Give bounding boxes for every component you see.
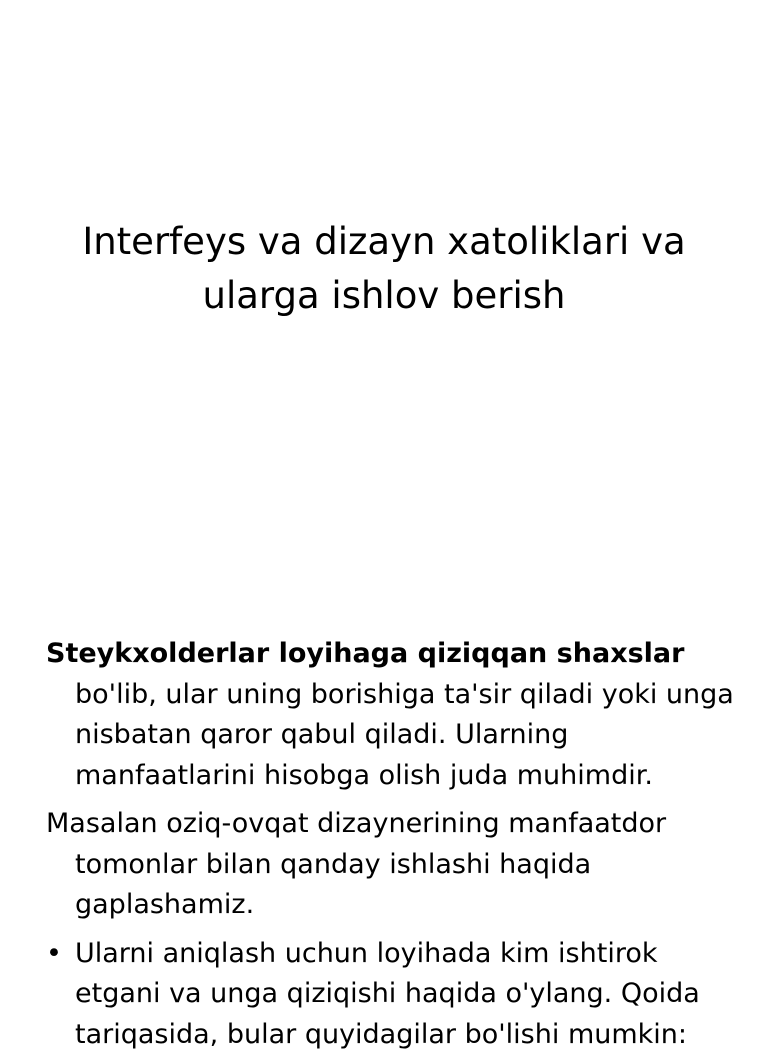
- paragraph-bold-lead: Steykxolderlar loyihaga qiziqqan shaxslar: [46, 638, 684, 669]
- slide-title: [40, 215, 728, 323]
- title-line-1: Interfeys va dizayn xatoliklari va: [82, 220, 685, 263]
- paragraph-stakeholders: [46, 634, 736, 796]
- bullet-item: [46, 934, 736, 1055]
- bullet-dot-icon: •: [46, 934, 62, 975]
- paragraph-rest: bo'lib, ular uning borishiga ta'sir qiladi yoki unga nisbatan qaror qabul qiladi. Ularning manfaatlarini hisobga olish juda muhimdir.: [75, 679, 734, 791]
- paragraph-example: Masalan oziq-ovqat dizaynerining manfaatdor tomonlar bilan qanday ishlashi haqida gaplashamiz.: [46, 804, 736, 926]
- title-line-2: ularga ishlov berish: [203, 274, 566, 317]
- slide-body: [46, 634, 736, 1055]
- bullet-text: Ularni aniqlash uchun loyihada kim ishtirok etgani va unga qiziqishi haqida o'ylang. Qoida tariqasida, bular quyidagilar bo'lishi mumkin:: [75, 938, 700, 1050]
